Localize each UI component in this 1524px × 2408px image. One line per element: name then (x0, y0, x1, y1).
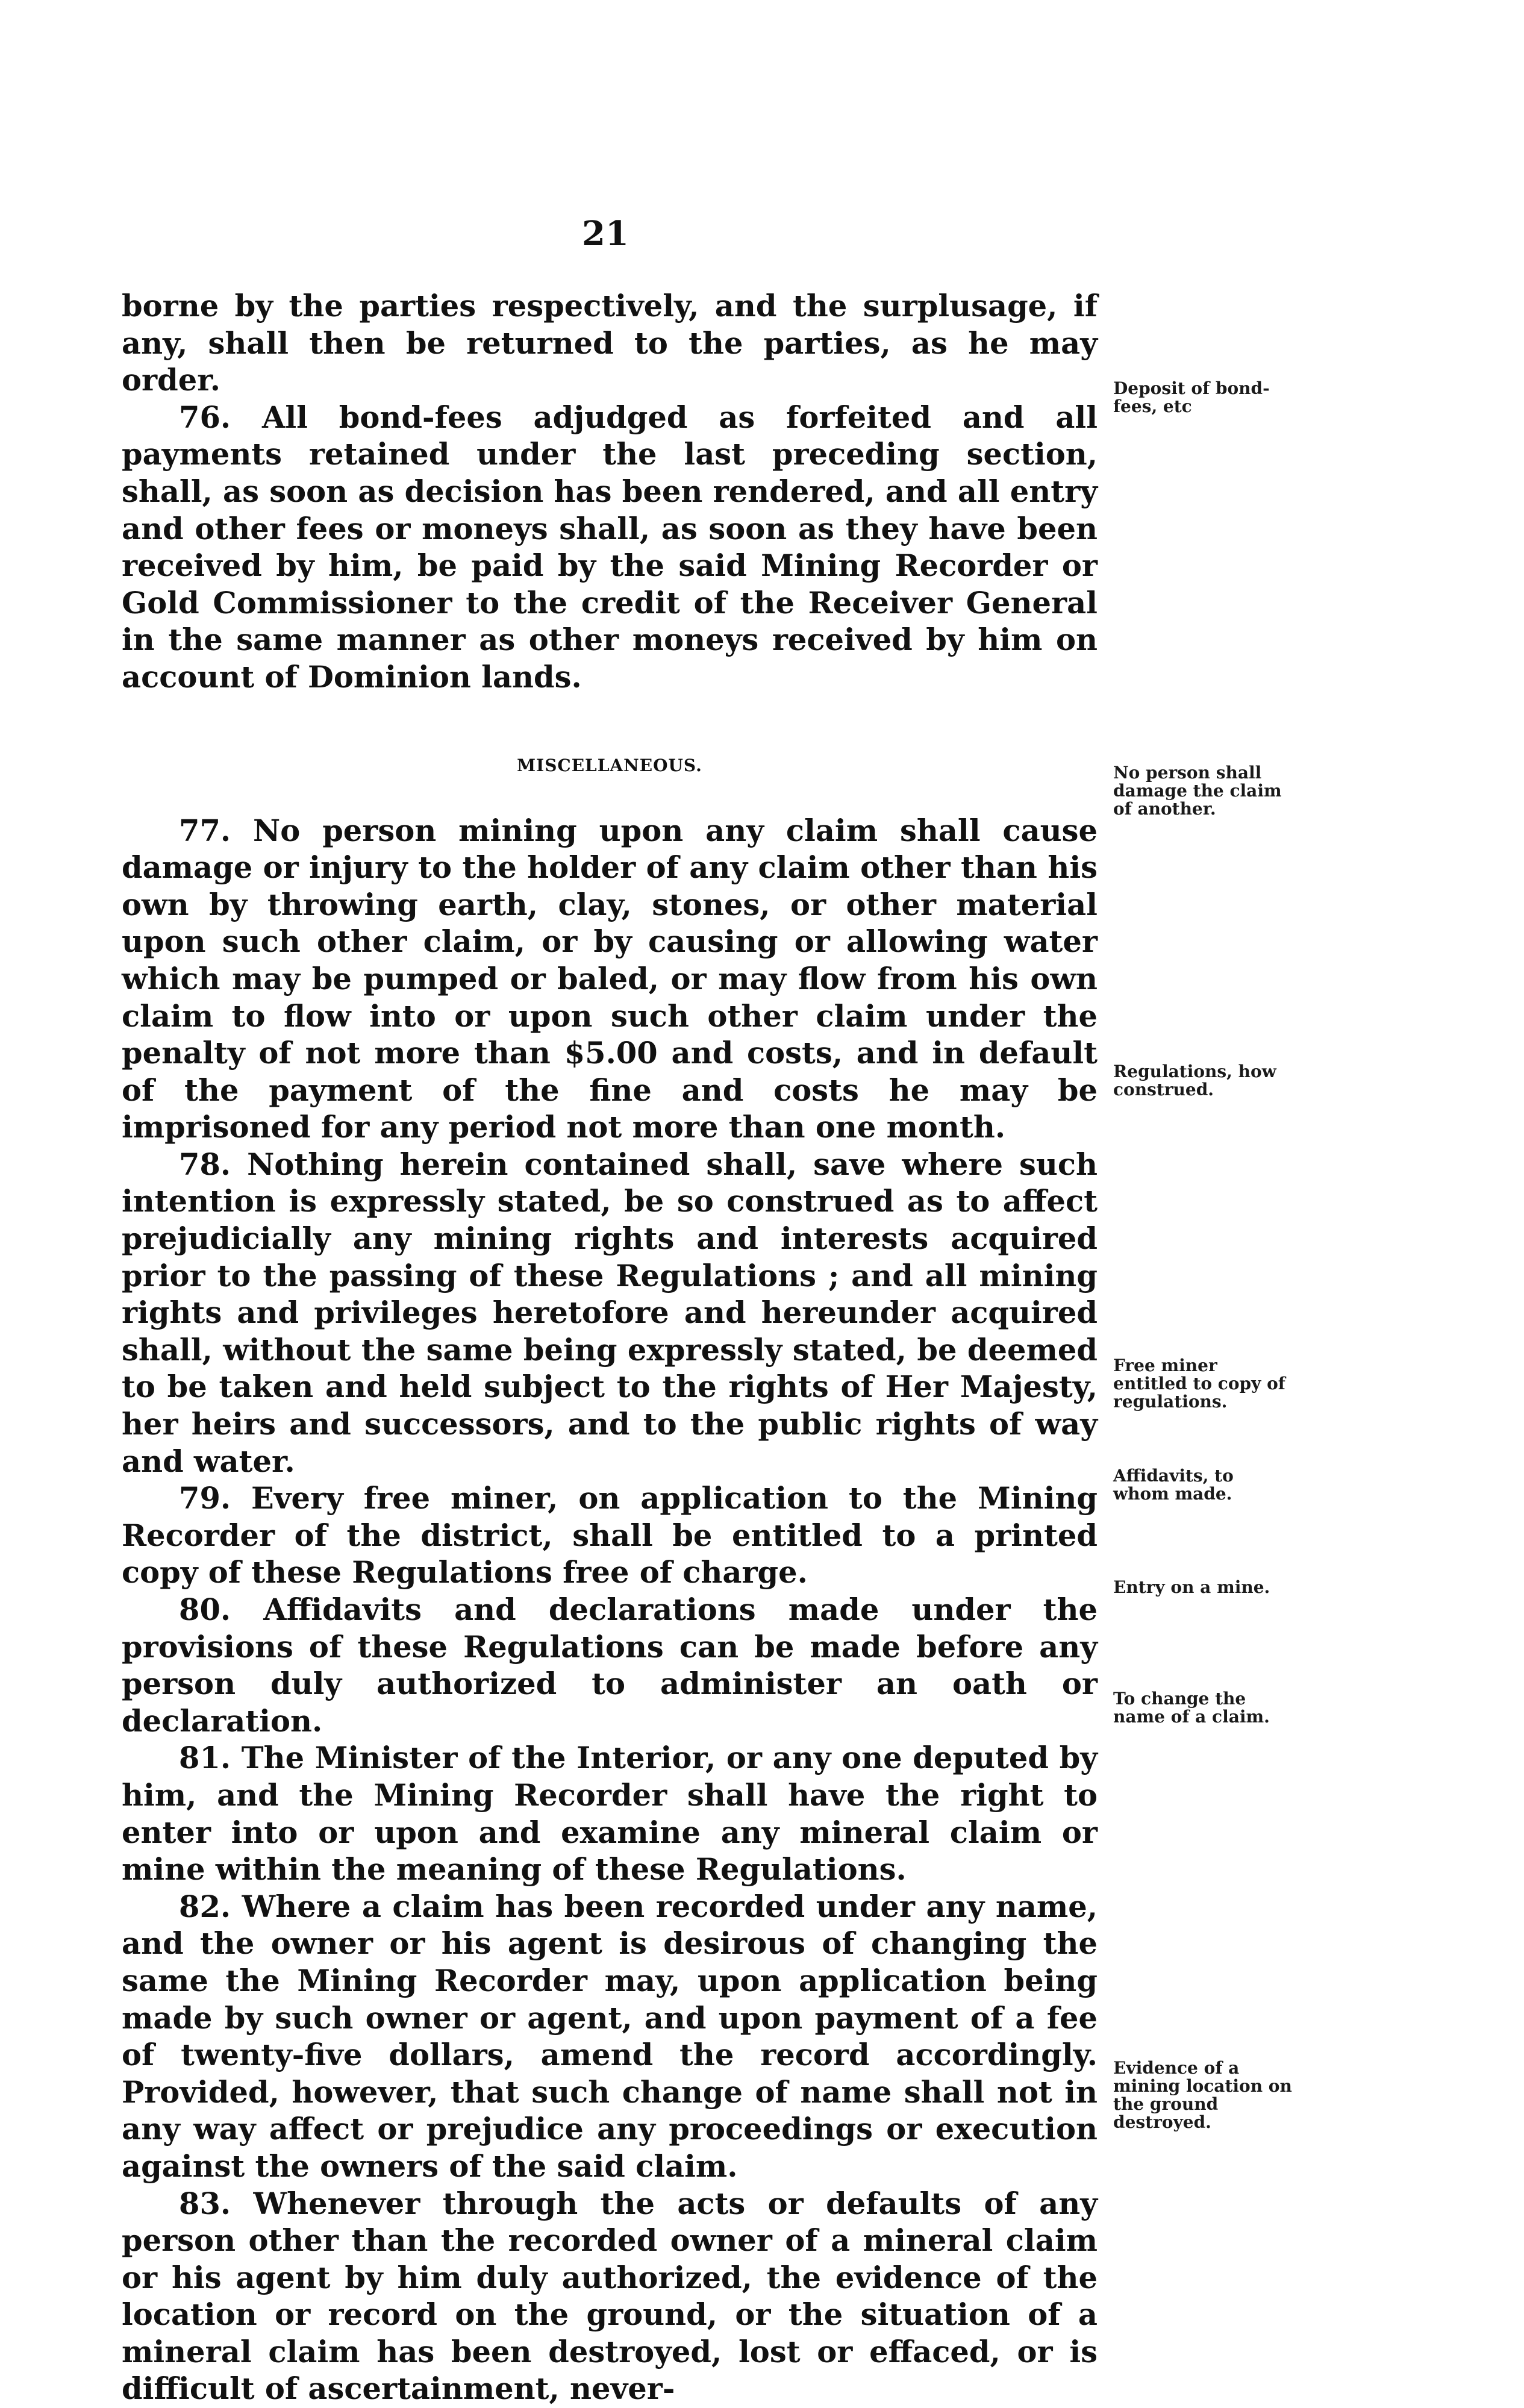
margin-note-80: Affidavits, to whom made. (1113, 1467, 1294, 1503)
section-80: 80. Affidavits and declarations made under the provisions of these Regulations can be made before any person duly authorized to administer an oath or declaration. (122, 1592, 1098, 1740)
margin-note-76: Deposit of bond-fees, etc (1113, 380, 1294, 416)
section-78: 78. Nothing herein contained shall, save where such intention is expressly stated, be so construed as to affect prejudicially any mining rights and interests acquired prior to the passing of these Regulations ; and all mining rights and privileges heretofore and hereunder acquired shall, without the same being expressly stated, be deemed to be taken and held subject to the rights of Her Majesty, her heirs and successors, and to the public rights of way and water. (122, 1146, 1098, 1480)
margin-note-78: Regulations, how construed. (1113, 1063, 1294, 1099)
section-heading: MISCELLANEOUS. (122, 696, 1098, 813)
page-number: 21 (0, 214, 1211, 254)
body-text (122, 288, 1098, 2408)
paragraph-continuation: borne by the parties respectively, and the surplusage, if any, shall then be returned to the parties, as he may order. (122, 288, 1098, 399)
section-79: 79. Every free miner, on application to the Mining Recorder of the district, shall be entitled to a printed copy of these Regulations free of charge. (122, 1480, 1098, 1592)
margin-note-82: To change the name of a claim. (1113, 1690, 1294, 1726)
margin-note-79: Free miner entitled to copy of regulations. (1113, 1357, 1294, 1411)
section-81: 81. The Minister of the Interior, or any one deputed by him, and the Mining Recorder shall have the right to enter into or upon and examine any mineral claim or mine within the meaning of these Regulations. (122, 1740, 1098, 1888)
section-82: 82. Where a claim has been recorded under any name, and the owner or his agent is desirous of changing the same the Mining Recorder may, upon application being made by such owner or agent, and upon payment of a fee of twenty-five dollars, amend the record accordingly. Provided, however, that such change of name shall not in any way affect or prejudice any proceedings or execution against the owners of the said claim. (122, 1889, 1098, 2186)
margin-note-83: Evidence of a mining location on the ground destroyed. (1113, 2059, 1294, 2131)
section-77: 77. No person mining upon any claim shall cause damage or injury to the holder of any claim other than his own by throwing earth, clay, stones, or other material upon such other claim, or by causing or allowing water which may be pumped or baled, or may flow from his own claim to flow into or upon such other claim under the penalty of not more than $5.00 and costs, and in default of the payment of the fine and costs he may be imprisoned for any period not more than one month. (122, 813, 1098, 1146)
margin-note-77: No person shall damage the claim of another. (1113, 764, 1294, 818)
margin-note-81: Entry on a mine. (1113, 1578, 1294, 1596)
section-83: 83. Whenever through the acts or defaults of any person other than the recorded owner of a mineral claim or his agent by him duly authorized, the evidence of the location or record on the ground, or the situation of a mineral claim has been destroyed, lost or effaced, or is difficult of ascertainment, never- (122, 2186, 1098, 2408)
section-76: 76. All bond-fees adjudged as forfeited and all payments retained under the last preceding section, shall, as soon as decision has been rendered, and all entry and other fees or moneys shall, as soon as they have been received by him, be paid by the said Mining Recorder or Gold Commissioner to the credit of the Receiver General in the same manner as other moneys received by him on account of Dominion lands. (122, 399, 1098, 696)
